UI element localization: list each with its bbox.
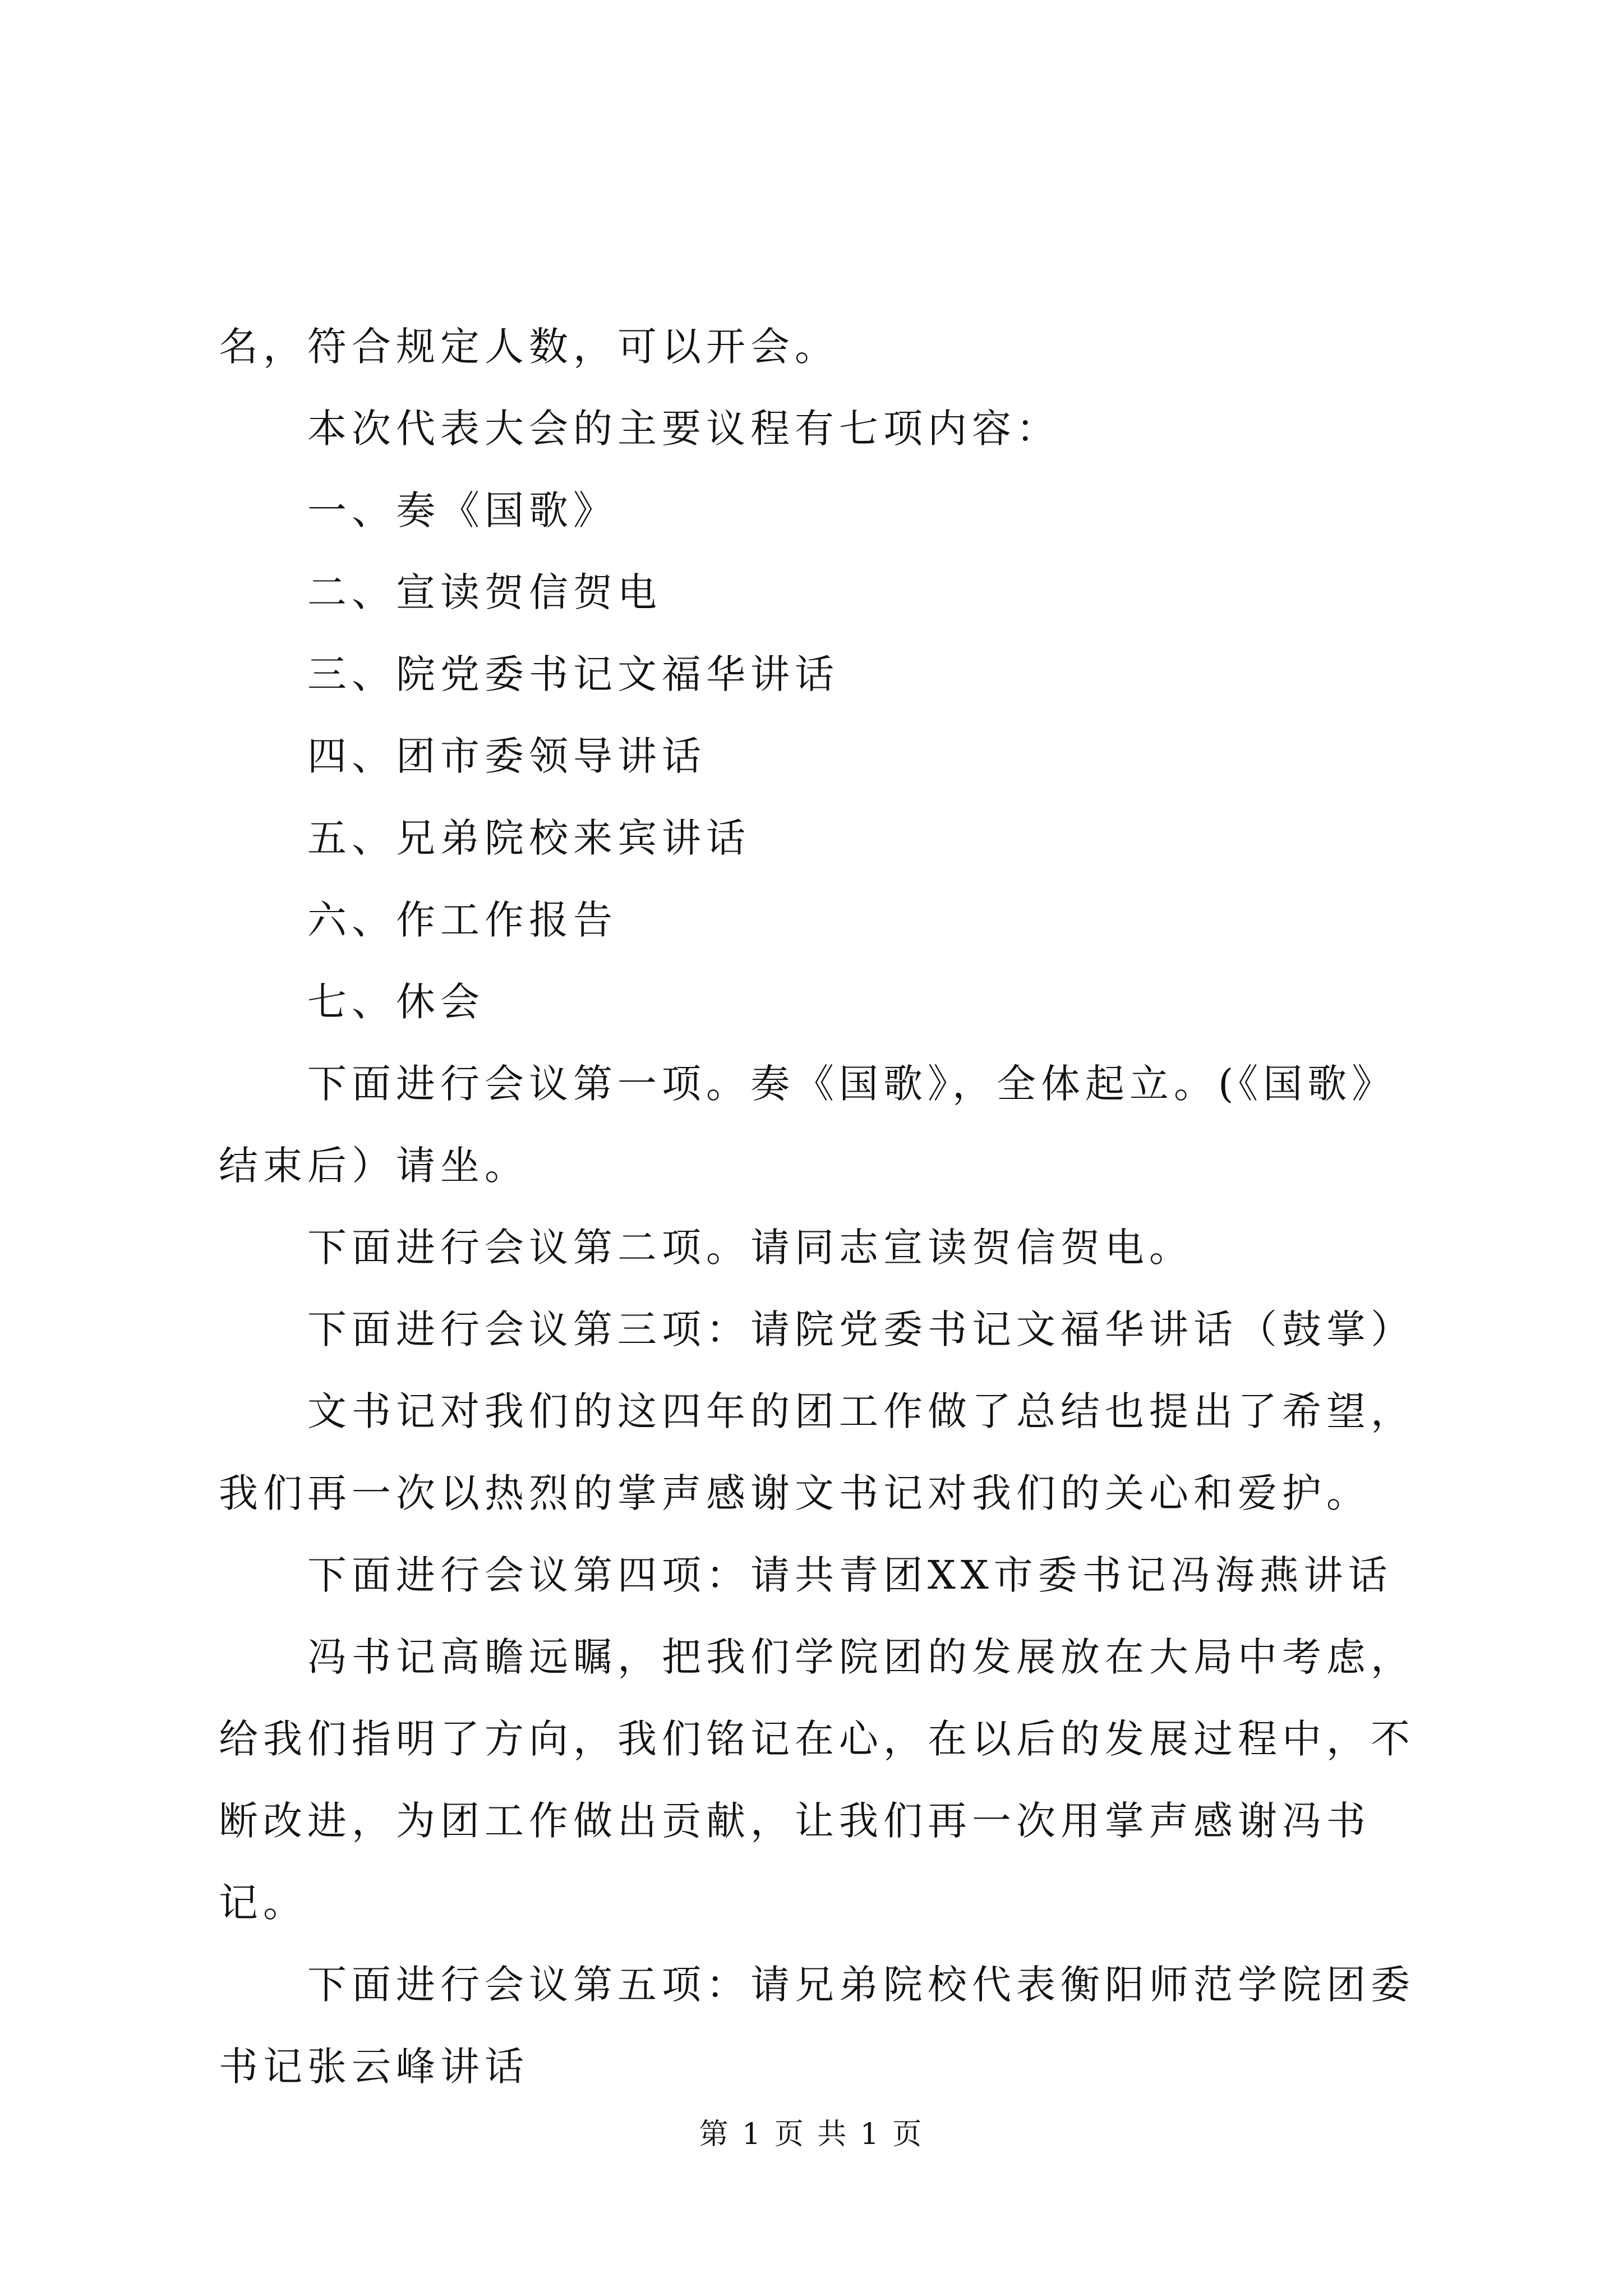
paragraph: 文书记对我们的这四年的团工作做了总结也提出了希望，我们再一次以热烈的掌声感谢文书记对我们的关心和爱护。: [219, 1388, 1415, 1516]
paragraph: 下面进行会议第二项。请同志宣读贺信贺电。: [307, 1225, 1193, 1271]
agenda-item: 六、作工作报告: [307, 897, 617, 943]
page-footer: 第 1 页 共 1 页: [699, 2118, 924, 2151]
agenda-item: 二、宣读贺信贺电: [307, 569, 662, 615]
paragraph: 下面进行会议第一项。奏《国歌》，全体起立。(《国歌》结束后）请坐。: [219, 1061, 1396, 1189]
paragraph: 本次代表大会的主要议程有七项内容：: [307, 406, 1061, 452]
agenda-item: 五、兄弟院校来宾讲话: [307, 815, 750, 861]
paragraph: 冯书记高瞻远瞩，把我们学院团的发展放在大局中考虑，给我们指明了方向，我们铭记在心，在以后的发展过程中，不断改进，为团工作做出贡献，让我们再一次用掌声感谢冯书记。: [219, 1634, 1415, 1926]
agenda-item: 四、团市委领导讲话: [307, 733, 706, 779]
agenda-item: 一、奏《国歌》: [307, 487, 617, 533]
paragraph: 名，符合规定人数，可以开会。: [219, 324, 839, 370]
paragraph: 下面进行会议第四项：请共青团XX市委书记冯海燕讲话: [307, 1552, 1393, 1598]
agenda-item: 七、休会: [307, 979, 485, 1025]
paragraph: 下面进行会议第五项：请兄弟院校代表衡阳师范学院团委书记张云峰讲话: [219, 1962, 1415, 2090]
paragraph: 下面进行会议第三项：请院党委书记文福华讲话（鼓掌）: [307, 1306, 1415, 1352]
agenda-item: 三、院党委书记文福华讲话: [307, 651, 839, 697]
document-body: [219, 306, 1436, 2108]
